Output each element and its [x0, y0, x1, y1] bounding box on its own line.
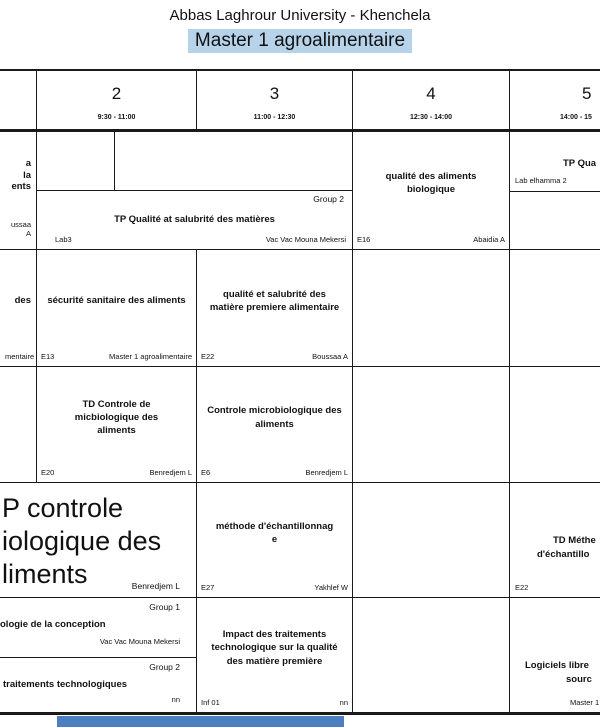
course-title: ologie de la conception: [0, 619, 106, 630]
slot-number: 3: [269, 84, 280, 103]
room-label: Inf 01: [201, 698, 220, 707]
course-cell-group2-traitements: [0, 658, 197, 713]
course-cell-securite-sanitaire: [37, 250, 197, 367]
teacher-label: Benredjem L: [131, 581, 180, 591]
empty-cell: [353, 598, 510, 713]
slot-time: 11:00 - 12:30: [253, 114, 296, 121]
teacher-label: Vac Vac Mouna Mekersi: [99, 637, 180, 646]
slot-number: 2: [111, 84, 122, 103]
header-cell-cutoff: [0, 69, 37, 130]
empty-cell: [510, 192, 600, 250]
room-label: E13: [41, 352, 55, 361]
teacher-label: Abaidia A: [473, 235, 505, 244]
course-cell-cutoff-left-r1: [0, 131, 37, 250]
course-cell-qualite-aliments-bio: [353, 131, 510, 250]
course-cell-tp-controle-cutoff: [0, 483, 197, 598]
course-title: qualité et salubrité des matière premiere alimentaire: [209, 288, 340, 313]
teacher-label: Benredjem L: [149, 468, 192, 477]
cell-footer: [37, 468, 196, 482]
slot-time: 14:00 - 15: [560, 114, 592, 121]
group-label: Group 2: [313, 194, 344, 204]
cell-footer: [197, 352, 352, 366]
teacher-label: nn: [171, 695, 180, 704]
course-title: a la ents: [11, 157, 31, 193]
cell-footer: [37, 352, 196, 366]
university-title: Abbas Laghrour University - Khenchela: [169, 7, 431, 24]
course-cell-cutoff-left-r2: [0, 250, 37, 367]
teacher-label: Boussaa A: [312, 352, 348, 361]
section-label: Master 1: [570, 698, 600, 707]
program-title-row: [0, 29, 600, 53]
room-label: E22: [201, 352, 215, 361]
room-label: E6: [201, 468, 211, 477]
empty-cell: [510, 367, 600, 483]
horizontal-scrollbar-thumb[interactable]: [57, 716, 344, 727]
header-slot-3: [197, 69, 353, 130]
course-cell-tp-cutoff-right: [510, 131, 600, 192]
course-title: traitements technologiques: [3, 679, 128, 690]
course-title: qualité des aliments biologique: [385, 170, 477, 195]
cell-footer: [197, 698, 352, 712]
teacher-label: nn: [339, 698, 348, 707]
slot-number: 4: [426, 84, 436, 103]
course-title: des: [14, 295, 31, 307]
course-cell-tp-qualite-salubrite: [37, 191, 353, 250]
course-title: Impact des traitements technologique sur la qualité des matière première: [211, 629, 338, 667]
course-cell-td-methode-cutoff: [510, 483, 600, 598]
course-title: méthode d'échantillonnag e: [215, 520, 334, 545]
course-cell-controle-microbiologique: [197, 367, 353, 483]
program-title-highlighted: Master 1 agroalimentaire: [188, 29, 412, 53]
cell-footer: mentaire: [5, 352, 35, 361]
room-label: Lab3: [55, 235, 72, 244]
course-cell-methode-echantillonnage: [197, 483, 353, 598]
header-slot-5: [510, 69, 600, 130]
group-label: Group 2: [149, 662, 180, 672]
teacher-label: Benredjem L: [305, 468, 348, 477]
course-title: Logiciels libre: [525, 660, 589, 671]
empty-cell: [510, 250, 600, 367]
course-title: TP Qua: [563, 158, 597, 169]
empty-cell: [37, 131, 115, 191]
room-label: E20: [41, 468, 55, 477]
cell-footer: [197, 468, 352, 482]
cell-footer: [37, 235, 352, 249]
slot-number: 5: [582, 84, 592, 103]
table-top-border: [0, 69, 600, 71]
course-cell-qualite-salubrite-matiere: [197, 250, 353, 367]
empty-cell: [353, 367, 510, 483]
empty-cell: [115, 131, 353, 191]
course-cell-impact-traitements: [197, 598, 353, 713]
slot-time: 9:30 - 11:00: [97, 114, 136, 121]
header-slot-4: [353, 69, 510, 130]
empty-cell: [353, 483, 510, 598]
header-separator-line: [0, 129, 600, 132]
course-title-large: P controle iologique des liments: [2, 493, 162, 589]
cell-footer: [353, 235, 509, 249]
teacher-label: Yakhlef W: [314, 583, 348, 592]
empty-cell: [353, 250, 510, 367]
group-label: Group 1: [149, 602, 180, 612]
course-cell-td-controle-microbiologique: [37, 367, 197, 483]
cell-footer: [197, 583, 352, 597]
course-title: TD Controle de micbiologique des aliments: [74, 398, 159, 437]
empty-cell: [0, 367, 37, 483]
course-title: TP Qualité at salubrité des matières: [114, 213, 275, 225]
room-label: E22: [515, 583, 529, 592]
room-label: E27: [201, 583, 215, 592]
teacher-label: ussaa A: [10, 220, 31, 238]
section-label: Master 1 agroalimentaire: [109, 352, 192, 361]
room-label: Lab elhamma 2: [515, 176, 567, 185]
table-bottom-border: [0, 712, 600, 715]
header-slot-2: [37, 69, 197, 130]
slot-time: 12:30 - 14:00: [409, 114, 453, 121]
course-title: Controle microbiologique des aliments: [207, 405, 342, 430]
course-title: sourc: [566, 674, 592, 685]
course-title: d'échantillo: [537, 549, 590, 560]
course-cell-logiciels-cutoff: [510, 598, 600, 713]
course-title: TD Méthe: [553, 535, 596, 546]
course-cell-group1-conception: [0, 598, 197, 658]
teacher-label: Vac Vac Mouna Mekersi: [265, 235, 346, 244]
room-label: E16: [357, 235, 371, 244]
course-title: sécurité sanitaire des aliments: [47, 295, 186, 307]
